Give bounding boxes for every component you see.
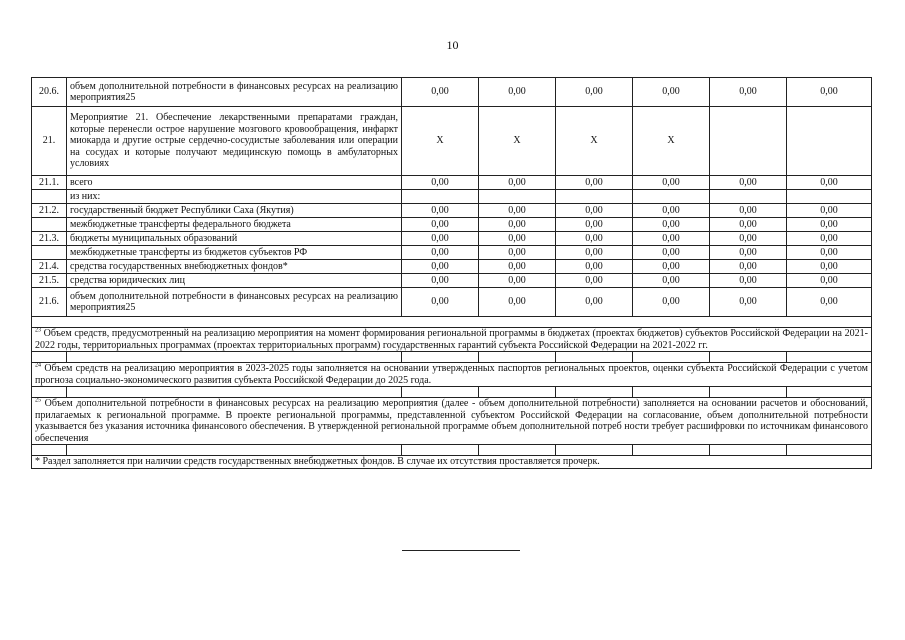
cell-value: X — [633, 107, 710, 176]
table-row — [32, 176, 872, 190]
cell-value: 0,00 — [787, 176, 872, 190]
cell-value: 0,00 — [402, 260, 479, 274]
cell-value: 0,00 — [479, 78, 556, 107]
cell-value — [710, 190, 787, 204]
spacer-cell — [479, 352, 556, 363]
cell-value: 0,00 — [402, 218, 479, 232]
spacer-cell — [633, 387, 710, 398]
table-row — [32, 218, 872, 232]
row-label: межбюджетные трансферты из бюджетов субъектов РФ — [67, 246, 402, 260]
cell-value: 0,00 — [556, 246, 633, 260]
cell-value: 0,00 — [633, 288, 710, 317]
footnote-row — [32, 456, 872, 469]
spacer-cell — [556, 445, 633, 456]
cell-value: 0,00 — [479, 218, 556, 232]
row-number — [32, 246, 67, 260]
footnote-25 — [32, 398, 872, 445]
spacer-cell — [402, 445, 479, 456]
cell-value: 0,00 — [710, 204, 787, 218]
spacer-cell — [402, 387, 479, 398]
row-label: объем дополнительной потребности в финансовых ресурсах на реализацию мероприятия25 — [67, 78, 402, 107]
table-row — [32, 190, 872, 204]
footnote-24 — [32, 363, 872, 387]
cell-value — [556, 190, 633, 204]
row-label: средства государственных внебюджетных фондов* — [67, 260, 402, 274]
row-number: 21.6. — [32, 288, 67, 317]
table-row — [32, 107, 872, 176]
spacer-row — [32, 352, 872, 363]
row-label: бюджеты муниципальных образований — [67, 232, 402, 246]
cell-value: 0,00 — [556, 218, 633, 232]
spacer-cell — [67, 445, 402, 456]
spacer-cell — [32, 317, 872, 328]
cell-value: 0,00 — [402, 204, 479, 218]
spacer-cell — [32, 352, 67, 363]
cell-value: 0,00 — [402, 246, 479, 260]
spacer-cell — [32, 445, 67, 456]
row-label: межбюджетные трансферты федерального бюджета — [67, 218, 402, 232]
cell-value — [710, 107, 787, 176]
spacer-cell — [710, 352, 787, 363]
page-number: 10 — [446, 38, 459, 52]
cell-value — [787, 190, 872, 204]
footnote-row — [32, 328, 872, 352]
row-number — [32, 218, 67, 232]
row-label: из них: — [67, 190, 402, 204]
cell-value: 0,00 — [479, 176, 556, 190]
spacer-cell — [710, 387, 787, 398]
row-number: 21. — [32, 107, 67, 176]
cell-value: 0,00 — [710, 218, 787, 232]
cell-value: 0,00 — [787, 274, 872, 288]
row-number: 21.3. — [32, 232, 67, 246]
cell-value: 0,00 — [633, 218, 710, 232]
cell-value — [479, 190, 556, 204]
cell-value: 0,00 — [710, 176, 787, 190]
cell-value: 0,00 — [479, 260, 556, 274]
spacer-cell — [787, 387, 872, 398]
spacer-cell — [556, 387, 633, 398]
table-row — [32, 246, 872, 260]
cell-value: 0,00 — [787, 218, 872, 232]
table-row — [32, 288, 872, 317]
cell-value: 0,00 — [556, 176, 633, 190]
spacer-cell — [633, 352, 710, 363]
cell-value: 0,00 — [556, 274, 633, 288]
table-row — [32, 260, 872, 274]
cell-value — [402, 190, 479, 204]
cell-value: 0,00 — [633, 246, 710, 260]
cell-value: 0,00 — [633, 232, 710, 246]
cell-value: 0,00 — [787, 288, 872, 317]
footnote-row — [32, 363, 872, 387]
footnote-star: * Раздел заполняется при наличии средств государственных внебюджетных фондов. В случае их отсутствия проставляется прочерк. — [32, 456, 872, 469]
cell-value: 0,00 — [787, 232, 872, 246]
cell-value: 0,00 — [479, 274, 556, 288]
cell-value: 0,00 — [556, 260, 633, 274]
cell-value: 0,00 — [402, 232, 479, 246]
cell-value: 0,00 — [402, 78, 479, 107]
closing-line — [402, 550, 520, 551]
table-row — [32, 204, 872, 218]
cell-value: 0,00 — [710, 288, 787, 317]
cell-value: 0,00 — [787, 78, 872, 107]
spacer-cell — [479, 445, 556, 456]
footnote-marker: 25 — [35, 397, 41, 404]
cell-value — [633, 190, 710, 204]
cell-value: X — [479, 107, 556, 176]
cell-value: 0,00 — [787, 246, 872, 260]
cell-value: 0,00 — [633, 274, 710, 288]
row-label: государственный бюджет Республики Саха (Якутия) — [67, 204, 402, 218]
footnote-23 — [32, 328, 872, 352]
cell-value: 0,00 — [710, 232, 787, 246]
spacer-cell — [710, 445, 787, 456]
row-label: всего — [67, 176, 402, 190]
cell-value: 0,00 — [787, 204, 872, 218]
cell-value: X — [402, 107, 479, 176]
footnote-row — [32, 398, 872, 445]
spacer-cell — [67, 387, 402, 398]
spacer-cell — [787, 352, 872, 363]
cell-value: 0,00 — [633, 78, 710, 107]
table-row — [32, 232, 872, 246]
cell-value: 0,00 — [479, 288, 556, 317]
row-label: Мероприятие 21. Обеспечение лекарственными препаратами граждан, которые перенесли острое нарушение мозгового кровообращения, инфаркт миокарда и другие острые сердечно-сосудистые заболевания или операции на сосудах и которые получают медицинскую помощь в амбулаторных условиях — [67, 107, 402, 176]
row-label: объем дополнительной потребности в финансовых ресурсах на реализацию мероприятия25 — [67, 288, 402, 317]
cell-value: 0,00 — [710, 260, 787, 274]
spacer-row — [32, 317, 872, 328]
cell-value: 0,00 — [402, 288, 479, 317]
cell-value: 0,00 — [402, 274, 479, 288]
table-row — [32, 78, 872, 107]
cell-value: 0,00 — [402, 176, 479, 190]
spacer-cell — [556, 352, 633, 363]
spacer-row — [32, 445, 872, 456]
cell-value: 0,00 — [710, 246, 787, 260]
footnote-text: Объем дополнительной потребности в финансовых ресурсах на реализацию мероприятия (далее - объем дополнительной потребности) заполняется на основании расчетов и обоснований, прилагаемых к региональной программе. В проекте региональной программы, представленной субъектом Российской Федерации на согласование, объем дополнительной потребности указывается без указания источника финансового обеспечения. В утвержденной региональной программе объем дополнительной потреб ности требует расшифровки по источникам финансового обеспечения — [35, 398, 868, 444]
row-number: 20.6. — [32, 78, 67, 107]
spacer-cell — [479, 387, 556, 398]
cell-value: 0,00 — [556, 204, 633, 218]
footnote-text: Объем средств, предусмотренный на реализацию мероприятия на момент формирования региональной программы в бюджетах (проектах бюджетов) субъектов Российской Федерации на 2021-2022 годы, территориальных программах (проектах территориальных программ) государственных гарантий субъекта Российской Федерации на 2021-2022 гг. — [35, 328, 868, 351]
cell-value: 0,00 — [556, 288, 633, 317]
cell-value: 0,00 — [556, 232, 633, 246]
cell-value: 0,00 — [556, 78, 633, 107]
row-number: 21.1. — [32, 176, 67, 190]
row-number: 21.2. — [32, 204, 67, 218]
spacer-cell — [402, 352, 479, 363]
row-number: 21.4. — [32, 260, 67, 274]
spacer-cell — [67, 352, 402, 363]
cell-value: X — [556, 107, 633, 176]
cell-value: 0,00 — [710, 78, 787, 107]
cell-value: 0,00 — [633, 204, 710, 218]
spacer-row — [32, 387, 872, 398]
row-number: 21.5. — [32, 274, 67, 288]
spacer-cell — [787, 445, 872, 456]
footnote-marker: 24 — [35, 362, 41, 369]
footnote-text: Объем средств на реализацию мероприятия в 2023-2025 годы заполняется на основании утвержденных паспортов региональных проектов, оценки субъекта Российской Федерации с учетом прогноза социально-экономического развития субъекта Российской Федерации до 2025 года. — [35, 363, 868, 386]
financing-table — [31, 77, 872, 469]
row-label: средства юридических лиц — [67, 274, 402, 288]
row-number — [32, 190, 67, 204]
cell-value: 0,00 — [633, 176, 710, 190]
cell-value: 0,00 — [479, 204, 556, 218]
table-row — [32, 274, 872, 288]
cell-value: 0,00 — [633, 260, 710, 274]
cell-value: 0,00 — [479, 246, 556, 260]
cell-value: 0,00 — [787, 260, 872, 274]
footnote-marker: 23 — [35, 327, 41, 334]
cell-value: 0,00 — [710, 274, 787, 288]
spacer-cell — [633, 445, 710, 456]
cell-value — [787, 107, 872, 176]
cell-value: 0,00 — [479, 232, 556, 246]
spacer-cell — [32, 387, 67, 398]
